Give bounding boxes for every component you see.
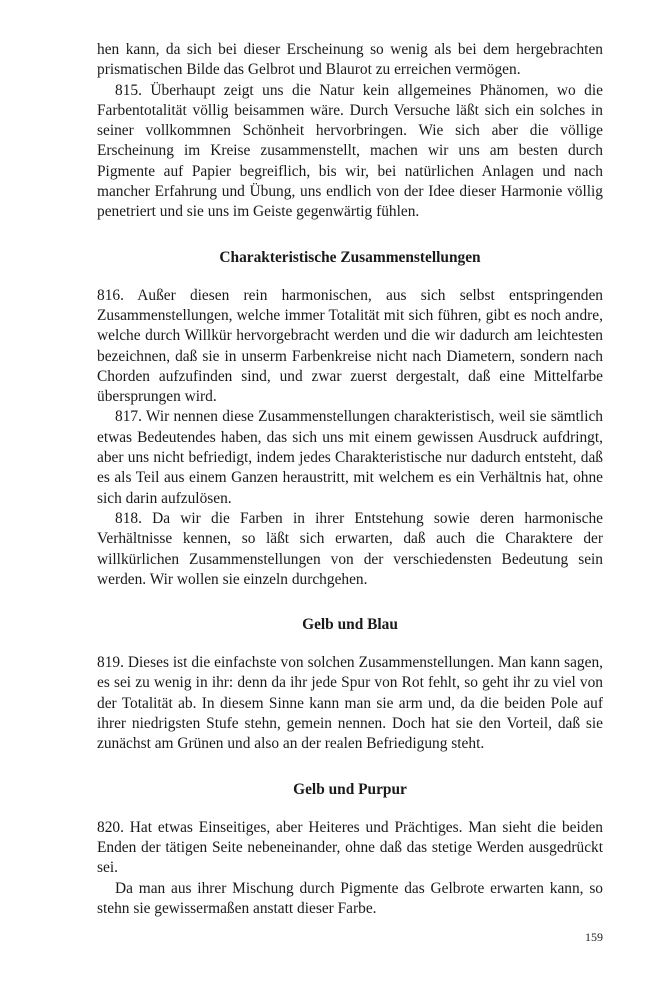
paragraph-817: 817. Wir nennen diese Zusammenstellungen charakteristisch, weil sie sämtlich etwas Bedeutendes haben, das sich uns mit einem gewissen Ausdruck aufdringt, aber uns nicht befriedigt, indem jedes Charakteristische nur dadurch entsteht, daß es als Teil aus einem Ganzen heraustritt, mit welchem es ein Verhältnis hat, ohne sich darin aufzulösen. bbox=[97, 408, 603, 507]
section-heading-charakteristische: Charakteristische Zusammenstellungen bbox=[219, 248, 481, 266]
paragraph-819: 819. Dieses ist die einfachste von solchen Zusammenstellungen. Man kann sagen, es sei zu wenig in ihr: denn da ihr jede Spur von Rot fehlt, so geht ihr zu viel von der Totalität ab. In diesem Sinne kann man sie arm und, da die beiden Pole auf ihrer niedrigsten Stufe stehn, gemein nennen. Doch hat sie den Vorteil, daß sie zunächst am Grünen und also an der realen Befriedigung steht. bbox=[97, 654, 603, 753]
book-page bbox=[97, 40, 603, 919]
paragraph-815: 815. Überhaupt zeigt uns die Natur kein allgemeines Phänomen, wo die Farbentotalität völlig beisammen wäre. Durch Versuche läßt sich ein solches in seiner vollkommnen Schönheit hervorbringen. Wie sich aber die völlige Erscheinung im Kreise zusammenstellt, machen wir uns am besten durch Pigmente auf Papier begreiflich, bis wir, bei natürlichen Anlagen und nach mancher Erfahrung und Übung, uns endlich von der Idee dieser Harmonie völlig penetriert und sie uns im Geiste gegenwärtig fühlen. bbox=[97, 81, 603, 221]
paragraph-continuation: hen kann, da sich bei dieser Erscheinung so wenig als bei dem hergebrachten prismatischen Bilde das Gelbrot und Blaurot zu erreichen vermögen. bbox=[97, 41, 603, 79]
paragraph-818: 818. Da wir die Farben in ihrer Entstehung sowie deren harmonische Verhältnisse kennen, so läßt sich erwarten, daß auch die Charaktere der willkürlichen Zusammenstellungen von der verschiedensten Bedeutung sein werden. Wir wollen sie einzeln durchgehen. bbox=[97, 509, 603, 588]
section-heading-gelb-und-purpur: Gelb und Purpur bbox=[293, 780, 407, 798]
page-number: 159 bbox=[585, 930, 603, 944]
paragraph-820: 820. Hat etwas Einseitiges, aber Heiteres und Prächtiges. Man sieht die beiden Enden der tätigen Seite nebeneinander, ohne daß das stetige Werden ausgedrückt sei. bbox=[97, 818, 603, 877]
paragraph-816: 816. Außer diesen rein harmonischen, aus sich selbst entspringenden Zusammenstellungen, welche immer Totalität mit sich führen, gibt es noch andre, welche durch Willkür hervorgebracht werden und die wir dadurch am leichtesten bezeichnen, daß sie in unserm Farbenkreise nicht nach Diametern, sondern nach Chorden aufzufinden sind, und zwar zuerst dergestalt, daß eine Mittelfarbe übersprungen wird. bbox=[97, 286, 603, 406]
section-heading-gelb-und-blau: Gelb und Blau bbox=[302, 616, 398, 634]
paragraph-820-continued: Da man aus ihrer Mischung durch Pigmente das Gelbrote erwarten kann, so stehn sie gewissermaßen anstatt dieser Farbe. bbox=[97, 879, 603, 917]
